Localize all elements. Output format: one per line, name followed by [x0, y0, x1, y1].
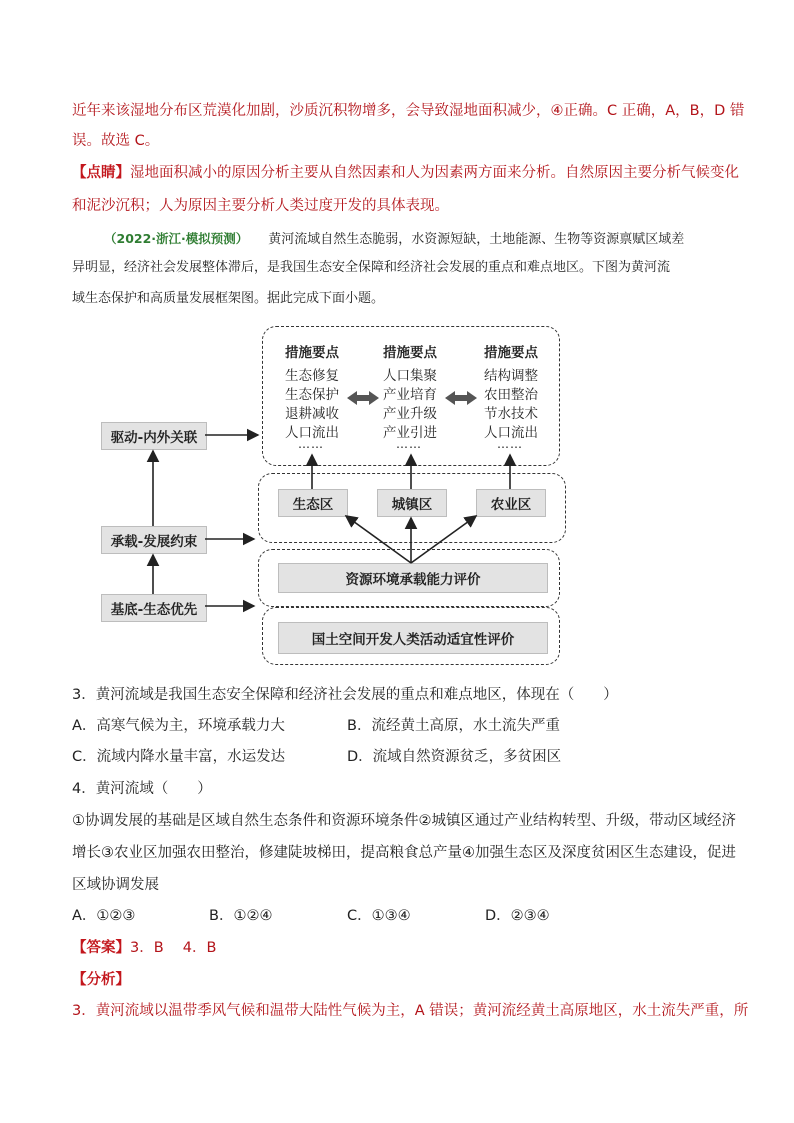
q4-option-d: D．②③④ — [485, 908, 550, 924]
measure-item: 节水技术 — [484, 406, 538, 422]
measure-item: 退耕减收 — [285, 406, 339, 422]
ellipsis-urban: …… — [396, 437, 422, 451]
dianjing-text-1: 湿地面积减小的原因分析主要从自然因素和人为因素两方面来分析。自然原因主要分析气候变化 — [130, 165, 739, 181]
intro-line-2: 异明显，经济社会发展整体滞后，是我国生态安全保障和经济社会发展的重点和难点地区。下图为黄河流 — [72, 260, 671, 275]
zone-agri: 农业区 — [476, 489, 546, 517]
analysis-tag: 【分析】 — [72, 972, 130, 988]
zone-urban: 城镇区 — [377, 489, 447, 517]
measure-item: 产业培育 — [383, 387, 437, 403]
box-driver: 驱动-内外关联 — [101, 422, 207, 450]
box-carrying: 承载-发展约束 — [101, 526, 207, 554]
measure-item: 人口集聚 — [383, 368, 437, 384]
q4-stem-line-3: 区域协调发展 — [72, 877, 159, 893]
measures-col-header: 措施要点 — [383, 345, 437, 361]
analysis-tag-line — [72, 970, 130, 990]
question-3: 3．黄河流域是我国生态安全保障和经济社会发展的重点和难点地区，体现在（ ） — [72, 687, 618, 703]
dianjing-tag: 【点睛】 — [72, 165, 130, 181]
intro-text-1: 黄河流域自然生态脆弱，水资源短缺，土地能源、生物等资源禀赋区域差 — [268, 232, 685, 247]
q4-stem-line-2: 增长③农业区加强农田整治，修建陡坡梯田，提高粮食总产量④加强生态区及深度贫困区生态建设，促进 — [72, 845, 736, 861]
arrow-cap-agri — [411, 516, 476, 563]
measure-item: 人口流出 — [285, 425, 339, 441]
measure-item: 人口流出 — [484, 425, 538, 441]
answer-line — [72, 938, 216, 958]
q4-option-a: A．①②③ — [72, 908, 136, 924]
measure-item: 产业升级 — [383, 406, 437, 422]
q3-option-a: A．高寒气候为主，环境承载力大 — [72, 718, 285, 734]
explanation-line-2: 误。故选 C。 — [72, 133, 160, 149]
analysis-line-1: 3．黄河流域以温带季风气候和温带大陆性气候为主，A 错误；黄河流经黄土高原地区，水土流失严重，所 — [72, 1003, 749, 1019]
measure-item: 农田整治 — [484, 387, 538, 403]
measure-item: 生态修复 — [285, 368, 339, 384]
ellipsis-agri: …… — [497, 437, 523, 451]
q4-option-b: B．①②④ — [209, 908, 273, 924]
zone-ecology: 生态区 — [278, 489, 348, 517]
q3-option-c: C．流域内降水量丰富，水运发达 — [72, 749, 286, 765]
intro-line-3: 域生态保护和高质量发展框架图。据此完成下面小题。 — [72, 291, 385, 306]
double-arrow-left — [347, 391, 379, 405]
dianjing-line-2: 和泥沙沉积；人为原因主要分析人类过度开发的具体表现。 — [72, 198, 449, 214]
ellipsis-ecology: …… — [298, 437, 324, 451]
measure-item: 产业引进 — [383, 425, 437, 441]
measures-col-header: 措施要点 — [484, 345, 538, 361]
q4-option-c: C．①③④ — [347, 908, 411, 924]
q4-stem-line-1: ①协调发展的基础是区域自然生态条件和资源环境条件②城镇区通过产业结构转型、升级，带动区域经济 — [72, 813, 736, 829]
answer-tag: 【答案】 — [72, 940, 130, 956]
explanation-line-1: 近年来该湿地分布区荒漠化加剧，沙质沉积物增多，会导致湿地面积减少，④正确。C 正确，A，B，D 错 — [72, 103, 745, 119]
box-base: 基底-生态优先 — [101, 594, 207, 622]
q3-option-d: D．流域自然资源贫乏，多贫困区 — [347, 749, 562, 765]
measure-item: 结构调整 — [484, 368, 538, 384]
arrow-cap-ecology — [346, 516, 411, 563]
q3-option-b: B．流经黄土高原，水土流失严重 — [347, 718, 560, 734]
measures-col-header: 措施要点 — [285, 345, 339, 361]
capacity-box: 资源环境承载能力评价 — [278, 563, 548, 593]
source-tag: （2022·浙江·模拟预测） — [104, 231, 249, 246]
question-4: 4．黄河流域（ ） — [72, 781, 212, 797]
measure-item: 生态保护 — [285, 387, 339, 403]
answer-text: 3．B 4．B — [130, 940, 217, 956]
suitability-box: 国土空间开发人类活动适宜性评价 — [278, 622, 548, 654]
double-arrow-right — [445, 391, 477, 405]
